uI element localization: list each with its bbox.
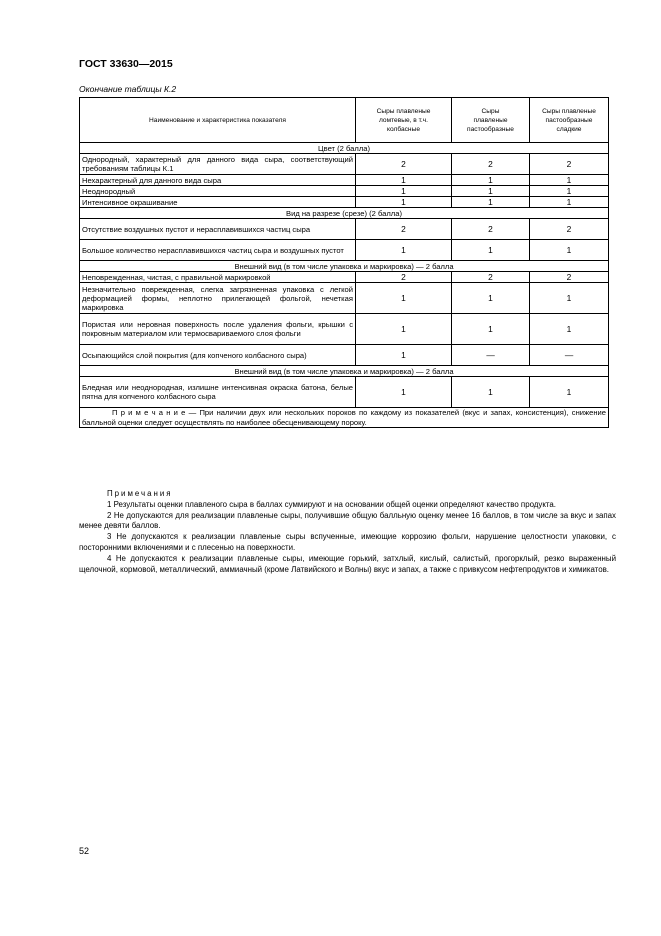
score-cell: 2 [452, 219, 530, 240]
score-cell: 2 [530, 272, 609, 283]
indicator-label: Бледная или неоднородная, излишне интенсивная окраска батона, белые пятна для копченого колбасного сыра [80, 377, 356, 408]
score-cell: 1 [530, 377, 609, 408]
score-cell: 1 [356, 197, 452, 208]
score-cell: 2 [356, 219, 452, 240]
score-cell: — [452, 345, 530, 366]
score-cell: 1 [530, 186, 609, 197]
score-cell: 1 [356, 283, 452, 314]
note-item: 4 Не допускаются к реализации плавленые сыры, имеющие горький, затхлый, кислый, салистый, прогорклый, резко выраженный щелочной, кормовой, металлический, аммиачный (кроме Латвийского и Волны) вкус и запах, а также с привкусом нефтепродуктов и химикатов. [79, 553, 616, 574]
table-note [80, 408, 609, 428]
indicator-label: Большое количество нерасплавившихся частиц сыра и воздушных пустот [80, 240, 356, 261]
note-item: 3 Не допускаются к реализации плавленые сыры вспученные, имеющие коррозию фольги, нарушение целостности упаковки, с посторонними включениями и с плесенью на поверхности. [79, 532, 616, 552]
score-cell: 2 [452, 272, 530, 283]
indicator-label: Неповрежденная, чистая, с правильной маркировкой [80, 272, 356, 283]
score-cell: 1 [530, 283, 609, 314]
score-cell: 2 [530, 219, 609, 240]
indicator-label: Отсутствие воздушных пустот и нерасплавившихся частиц сыра [80, 219, 356, 240]
column-header-indicator: Наименование и характеристика показателя [80, 98, 356, 143]
score-cell: 2 [356, 272, 452, 283]
indicator-label: Пористая или неровная поверхность после удаления фольги, крышки с покровным материалом или термосвариваемого слоя фольги [80, 314, 356, 345]
column-header-sliced: Сыры плавленые ломтевые, в т.ч. колбасные [356, 98, 452, 143]
score-cell: 2 [356, 154, 452, 175]
score-cell: 1 [530, 240, 609, 261]
section-title: Внешний вид (в том числе упаковка и маркировка) — 2 балла [80, 261, 609, 272]
score-cell: 1 [356, 377, 452, 408]
score-cell: 1 [356, 186, 452, 197]
score-cell: 1 [452, 186, 530, 197]
score-cell: 1 [356, 345, 452, 366]
evaluation-table [79, 97, 609, 428]
score-cell: 1 [530, 175, 609, 186]
score-cell: 1 [452, 314, 530, 345]
indicator-label: Осыпающийся слой покрытия (для копченого колбасного сыра) [80, 345, 356, 366]
notes-title: Примечания [107, 489, 173, 498]
score-cell: 1 [530, 197, 609, 208]
score-cell: 2 [452, 154, 530, 175]
score-cell: 1 [356, 314, 452, 345]
score-cell: 1 [356, 240, 452, 261]
score-cell: 1 [452, 240, 530, 261]
score-cell: 1 [452, 283, 530, 314]
column-header-paste: Сыры плавленые пастообразные [452, 98, 530, 143]
score-cell: 1 [530, 314, 609, 345]
indicator-label: Однородный, характерный для данного вида сыра, соответствующий требованиям таблицы К.1 [80, 154, 356, 175]
column-header-paste-sweet: Сыры плавленые пастообразные сладкие [530, 98, 609, 143]
document-code: ГОСТ 33630—2015 [79, 58, 173, 70]
note-item: 2 Не допускаются для реализации плавленые сыры, получившие общую балльную оценку менее 16 баллов, в том числе за вкус и запах менее девяти баллов. [79, 510, 616, 531]
score-cell: 2 [530, 154, 609, 175]
score-cell: 1 [452, 197, 530, 208]
indicator-label: Незначительно поврежденная, слегка загрязненная упаковка с легкой деформацией формы, неплотно прилегающей фольгой, нечеткая маркировка [80, 283, 356, 314]
score-cell: 1 [452, 377, 530, 408]
table-note-label: П р и м е ч а н и е [112, 408, 186, 417]
page-number: 52 [79, 846, 90, 856]
score-cell: 1 [356, 175, 452, 186]
table-note-text: — При наличии двух или нескольких пороков по каждому из показателей (вкус и запах, консистенция), снижение балльной оценки следует осуществлять по наиболее обесценивающему пороку. [82, 408, 606, 427]
notes-block [79, 489, 616, 575]
score-cell: — [530, 345, 609, 366]
section-title: Цвет (2 балла) [80, 143, 609, 154]
indicator-label: Интенсивное окрашивание [80, 197, 356, 208]
table-caption: Окончание таблицы К.2 [79, 84, 177, 94]
section-title: Внешний вид (в том числе упаковка и маркировка) — 2 балла [80, 366, 609, 377]
note-item: 1 Результаты оценки плавленого сыра в баллах суммируют и на основании общей оценки определяют качество продукта. [107, 499, 556, 509]
indicator-label: Неоднородный [80, 186, 356, 197]
indicator-label: Нехарактерный для данного вида сыра [80, 175, 356, 186]
score-cell: 1 [452, 175, 530, 186]
section-title: Вид на разрезе (срезе) (2 балла) [80, 208, 609, 219]
